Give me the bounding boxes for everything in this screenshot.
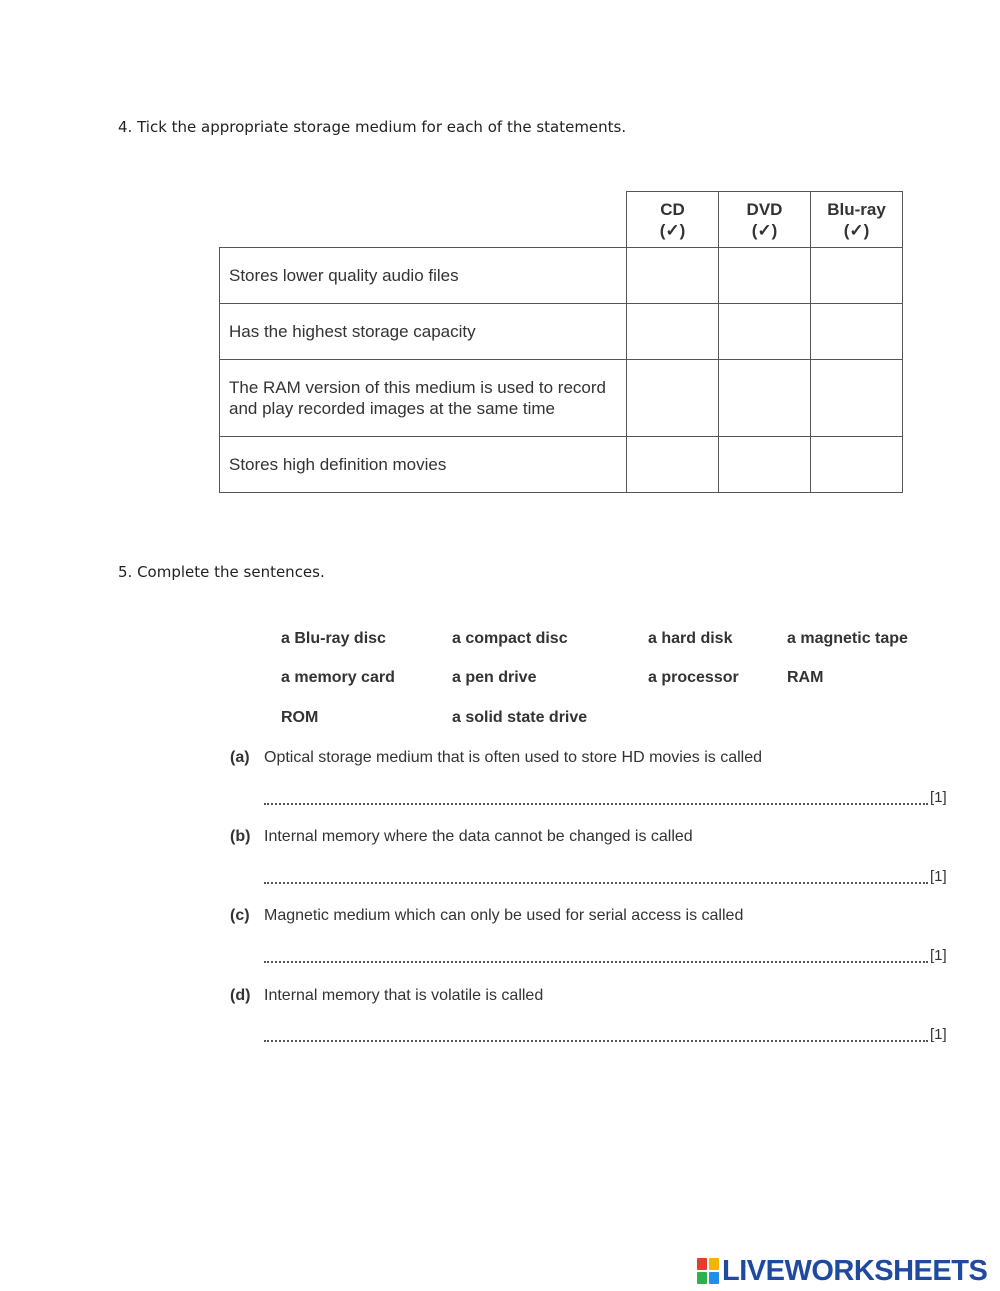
- table-corner: [220, 192, 627, 248]
- column-header-dvd: [719, 192, 811, 248]
- word-bank-item: a magnetic tape: [787, 630, 908, 647]
- column-header-bluray: [811, 192, 903, 248]
- q5-heading: 5. Complete the sentences.: [118, 563, 325, 581]
- mark-d: [1]: [930, 1026, 947, 1043]
- answer-input-d[interactable]: [264, 1026, 928, 1042]
- tick-cell-cd[interactable]: [627, 360, 719, 437]
- word-bank-item: ROM: [281, 709, 319, 726]
- tick-cell-dvd[interactable]: [719, 437, 811, 493]
- column-header-name: Blu-ray: [827, 199, 886, 219]
- sentence-label-b: (b): [230, 828, 251, 845]
- answer-input-c[interactable]: [264, 947, 928, 963]
- table-row: [220, 360, 903, 437]
- table-row: [220, 304, 903, 360]
- tick-cell-bluray[interactable]: [811, 360, 903, 437]
- tick-cell-dvd[interactable]: [719, 248, 811, 304]
- statement-cell: Stores high definition movies: [220, 437, 627, 493]
- tick-cell-bluray[interactable]: [811, 437, 903, 493]
- answer-input-b[interactable]: [264, 868, 928, 884]
- tick-cell-dvd[interactable]: [719, 304, 811, 360]
- word-bank-item: a hard disk: [648, 630, 733, 647]
- statement-cell: Has the highest storage capacity: [220, 304, 627, 360]
- tick-cell-dvd[interactable]: [719, 360, 811, 437]
- liveworksheets-logo: [697, 1256, 987, 1286]
- word-bank-item: RAM: [787, 669, 824, 686]
- tick-cell-bluray[interactable]: [811, 248, 903, 304]
- word-bank-item: a processor: [648, 669, 739, 686]
- word-bank-item: a memory card: [281, 669, 395, 686]
- logo-grid-icon: [697, 1258, 719, 1284]
- sentence-label-d: (d): [230, 987, 251, 1004]
- mark-a: [1]: [930, 789, 947, 806]
- word-bank-item: a compact disc: [452, 630, 568, 647]
- tick-cell-cd[interactable]: [627, 304, 719, 360]
- table-row: [220, 248, 903, 304]
- column-header-cd: [627, 192, 719, 248]
- word-bank-item: a Blu-ray disc: [281, 630, 386, 647]
- statement-cell: Stores lower quality audio files: [220, 248, 627, 304]
- column-header-tick: (✓): [659, 220, 686, 240]
- statement-cell: The RAM version of this medium is used to record and play recorded images at the same time: [220, 360, 627, 437]
- tick-cell-cd[interactable]: [627, 248, 719, 304]
- sentence-text-d: Internal memory that is volatile is called: [264, 987, 544, 1004]
- tick-cell-bluray[interactable]: [811, 304, 903, 360]
- answer-input-a[interactable]: [264, 789, 928, 805]
- q4-heading: 4. Tick the appropriate storage medium for each of the statements.: [118, 118, 627, 136]
- storage-medium-table: [219, 191, 903, 493]
- column-header-name: CD: [660, 199, 685, 219]
- sentence-text-c: Magnetic medium which can only be used for serial access is called: [264, 907, 744, 924]
- tick-cell-cd[interactable]: [627, 437, 719, 493]
- sentence-label-a: (a): [230, 749, 250, 766]
- mark-c: [1]: [930, 947, 947, 964]
- sentence-text-b: Internal memory where the data cannot be changed is called: [264, 828, 693, 845]
- sentence-text-a: Optical storage medium that is often used to store HD movies is called: [264, 749, 762, 766]
- sentence-label-c: (c): [230, 907, 250, 924]
- word-bank-item: a solid state drive: [452, 709, 588, 726]
- column-header-tick: (✓): [843, 220, 870, 240]
- logo-text: LIVEWORKSHEETS: [722, 1254, 988, 1287]
- table-row: [220, 437, 903, 493]
- column-header-name: DVD: [746, 199, 783, 219]
- word-bank-item: a pen drive: [452, 669, 537, 686]
- mark-b: [1]: [930, 868, 947, 885]
- column-header-tick: (✓): [751, 220, 778, 240]
